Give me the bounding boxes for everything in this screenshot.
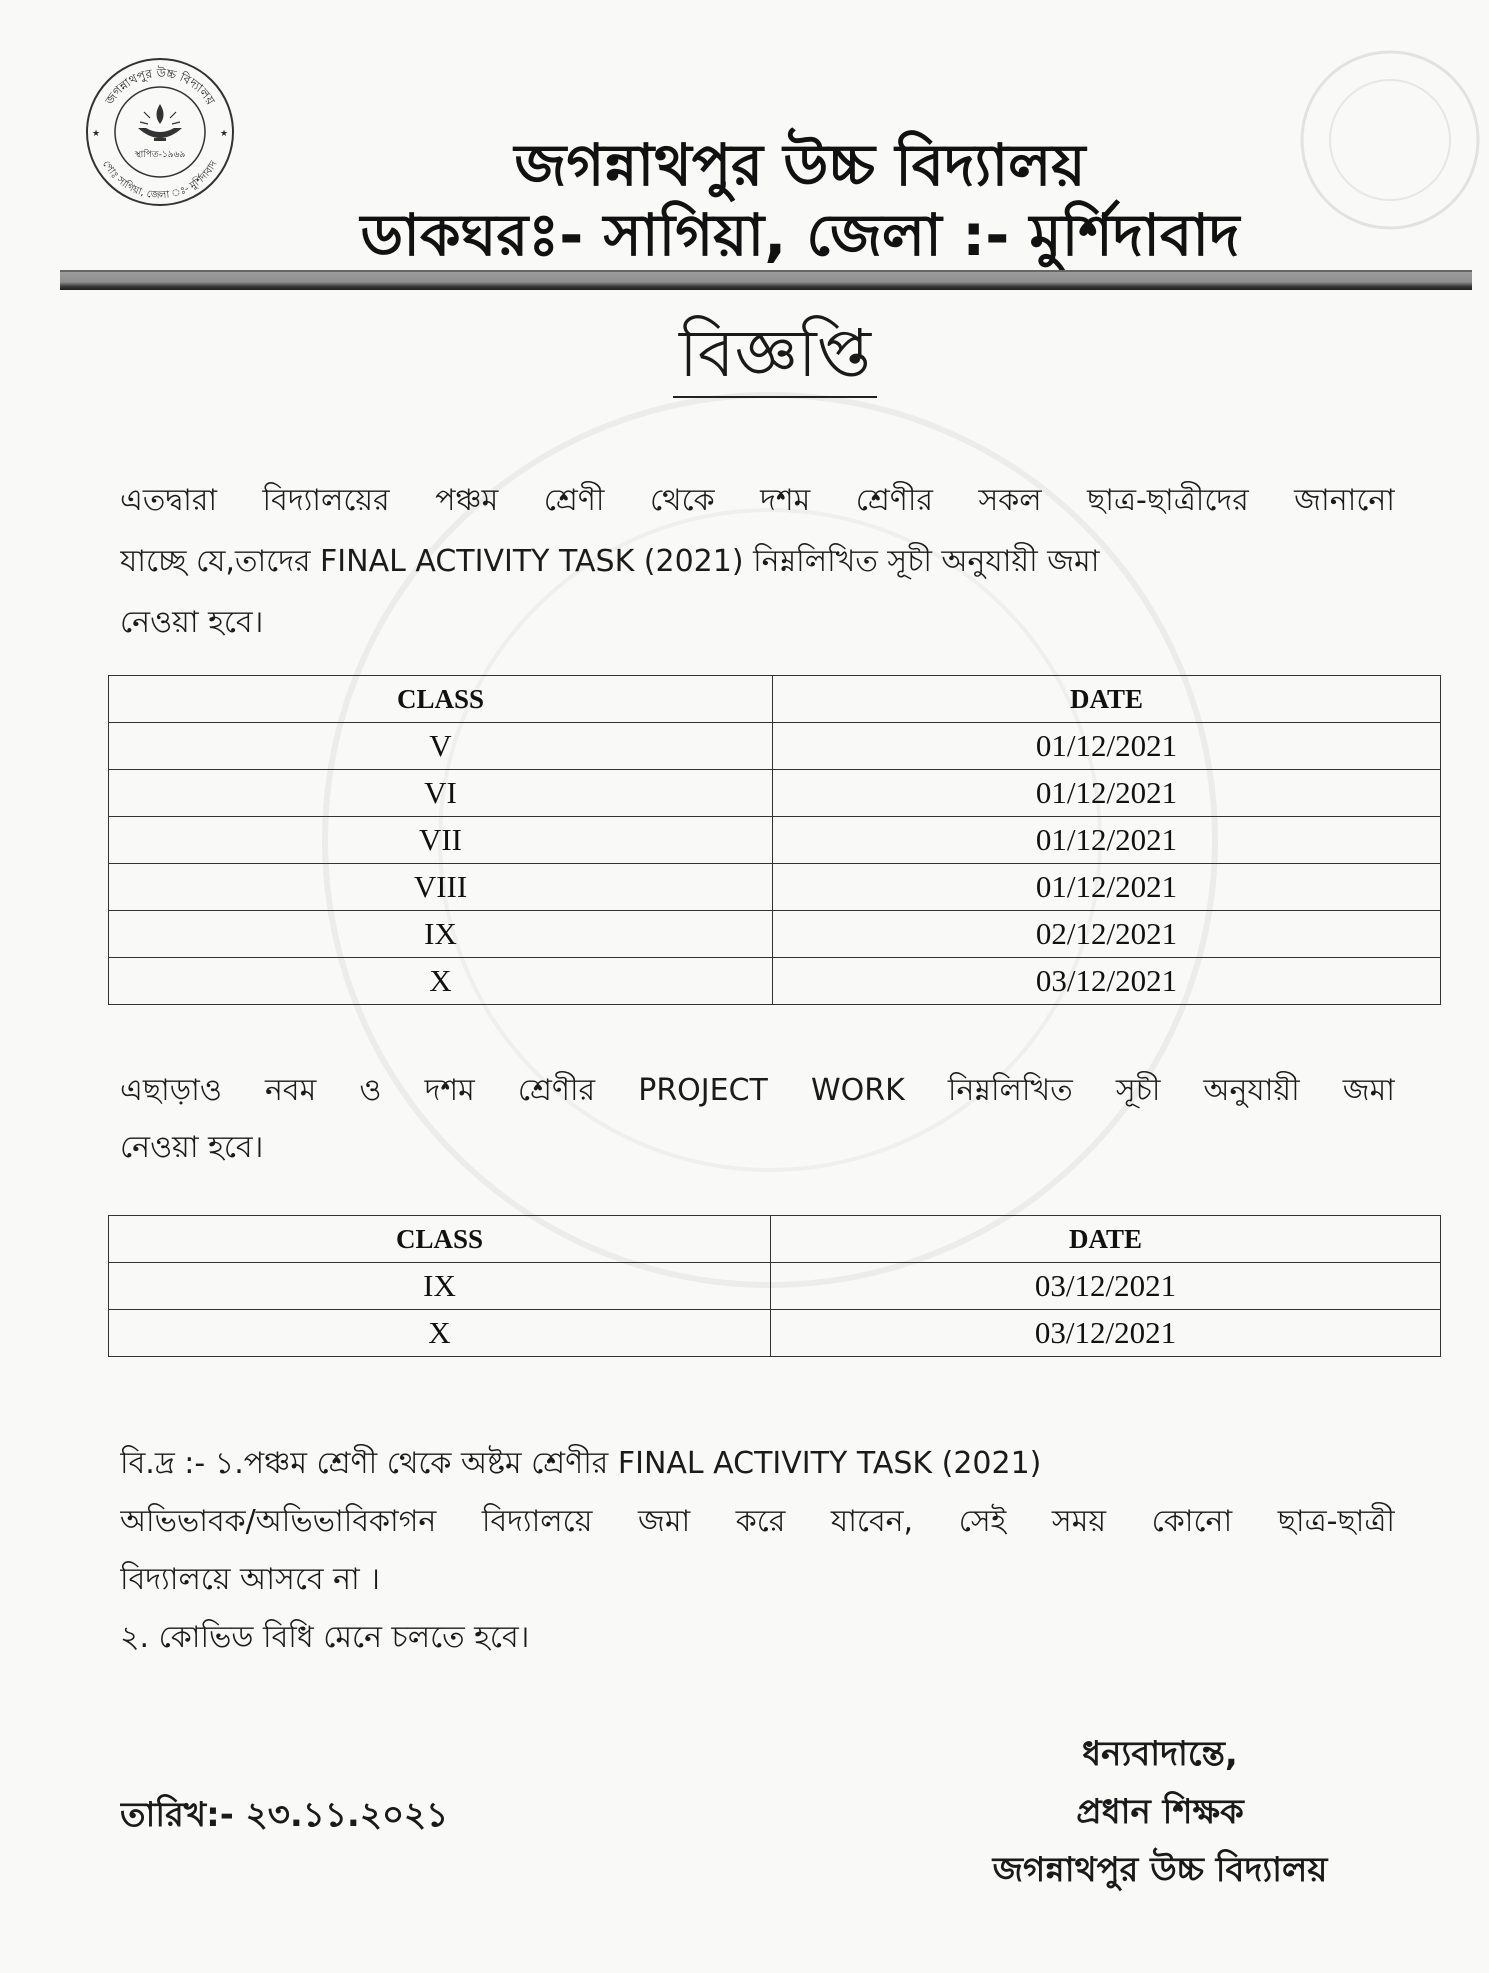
class-column-header: CLASS	[109, 676, 773, 723]
notice-title	[575, 312, 975, 408]
note-line: ২. কোভিড বিধি মেনে চলতে হবে।	[120, 1620, 530, 1655]
class-cell: X	[109, 958, 773, 1005]
intro-line: যাচ্ছে যে,তাদের FINAL ACTIVITY TASK (2021) নিম্নলিখিত সূচী অনুযায়ী জমা	[120, 544, 1100, 579]
seal-top-text: জগন্নাথপুর উচ্চ বিদ্যালয়	[102, 65, 218, 108]
date-column-header: DATE	[773, 676, 1441, 723]
note-line: বিদ্যালয়ে আসবে না ।	[120, 1562, 381, 1597]
school-address-heading: ডাকঘরঃ- সাগিয়া, জেলা :- মুর্শিদাবাদ	[360, 201, 1240, 269]
notice-title-text: বিজ্ঞপ্তি	[673, 312, 877, 398]
date-cell: 01/12/2021	[773, 723, 1441, 770]
class-cell: X	[109, 1310, 771, 1357]
table-row	[109, 770, 1441, 817]
class-cell: IX	[109, 911, 773, 958]
table-row	[109, 817, 1441, 864]
table-header-row	[109, 1216, 1441, 1263]
date-cell: 01/12/2021	[773, 864, 1441, 911]
seal-star-left-icon: ★	[92, 129, 101, 139]
class-cell: IX	[109, 1263, 771, 1310]
signature-designation: প্রধান শিক্ষক	[1076, 1792, 1244, 1832]
intro-line: এতদ্বারা বিদ্যালয়ের পঞ্চম শ্রেণী থেকে দশম শ্রেণীর সকল ছাত্র-ছাত্রীদের জানানো	[120, 483, 1395, 518]
date-cell: 03/12/2021	[771, 1310, 1441, 1357]
activity-task-schedule-table	[108, 675, 1441, 1005]
class-cell: VII	[109, 817, 773, 864]
table-row	[109, 958, 1441, 1005]
notice-date: তারিখ:- ২৩.১১.২০২১	[120, 1795, 449, 1835]
table-row	[109, 864, 1441, 911]
note-line: বি.দ্র :- ১.পঞ্চম শ্রেণী থেকে অষ্টম শ্রেণীর FINAL ACTIVITY TASK (2021)	[120, 1446, 1042, 1481]
note-line: অভিভাবক/অভিভাবিকাগন বিদ্যালয়ে জমা করে যাবেন, সেই সময় কোনো ছাত্র-ছাত্রী	[120, 1504, 1395, 1539]
date-cell: 03/12/2021	[773, 958, 1441, 1005]
table-header-row	[109, 676, 1441, 723]
school-name-heading: জগন্নাথপুর উচ্চ বিদ্যালয়	[514, 131, 1086, 199]
project-work-schedule-table	[108, 1215, 1441, 1357]
table-row	[109, 723, 1441, 770]
class-cell: VI	[109, 770, 773, 817]
class-column-header: CLASS	[109, 1216, 771, 1263]
class-cell: V	[109, 723, 773, 770]
table-row	[109, 1263, 1441, 1310]
date-cell: 01/12/2021	[773, 817, 1441, 864]
intro-line: নেওয়া হবে।	[120, 605, 264, 640]
signature-school-name: জগন্নাথপুর উচ্চ বিদ্যালয়	[992, 1850, 1328, 1890]
seal-established-text: স্থাপিত-১৯৬৯	[134, 150, 186, 160]
date-cell: 01/12/2021	[773, 770, 1441, 817]
project-line: এছাড়াও নবম ও দশম শ্রেণীর PROJECT WORK নিম্নলিখিত সূচী অনুযায়ী জমা	[120, 1073, 1395, 1108]
letterhead-divider	[60, 270, 1472, 290]
lamp-icon	[138, 104, 182, 141]
signature-closing: ধন্যবাদান্তে,	[1082, 1734, 1238, 1774]
notes-section	[120, 1435, 1395, 1667]
project-line: নেওয়া হবে।	[120, 1130, 264, 1165]
date-column-header: DATE	[771, 1216, 1441, 1263]
table-row	[109, 911, 1441, 958]
signature-block	[880, 1725, 1440, 1899]
seal-bottom-text: পোঃ সাগিয়া, জেলা ঃ- মুর্শিদাবাদ	[100, 158, 220, 202]
table-row	[109, 1310, 1441, 1357]
seal-star-right-icon: ★	[220, 129, 229, 139]
class-cell: VIII	[109, 864, 773, 911]
intro-paragraph	[120, 470, 1395, 653]
project-work-paragraph	[120, 1062, 1395, 1176]
date-cell: 02/12/2021	[773, 911, 1441, 958]
date-cell: 03/12/2021	[771, 1263, 1441, 1310]
